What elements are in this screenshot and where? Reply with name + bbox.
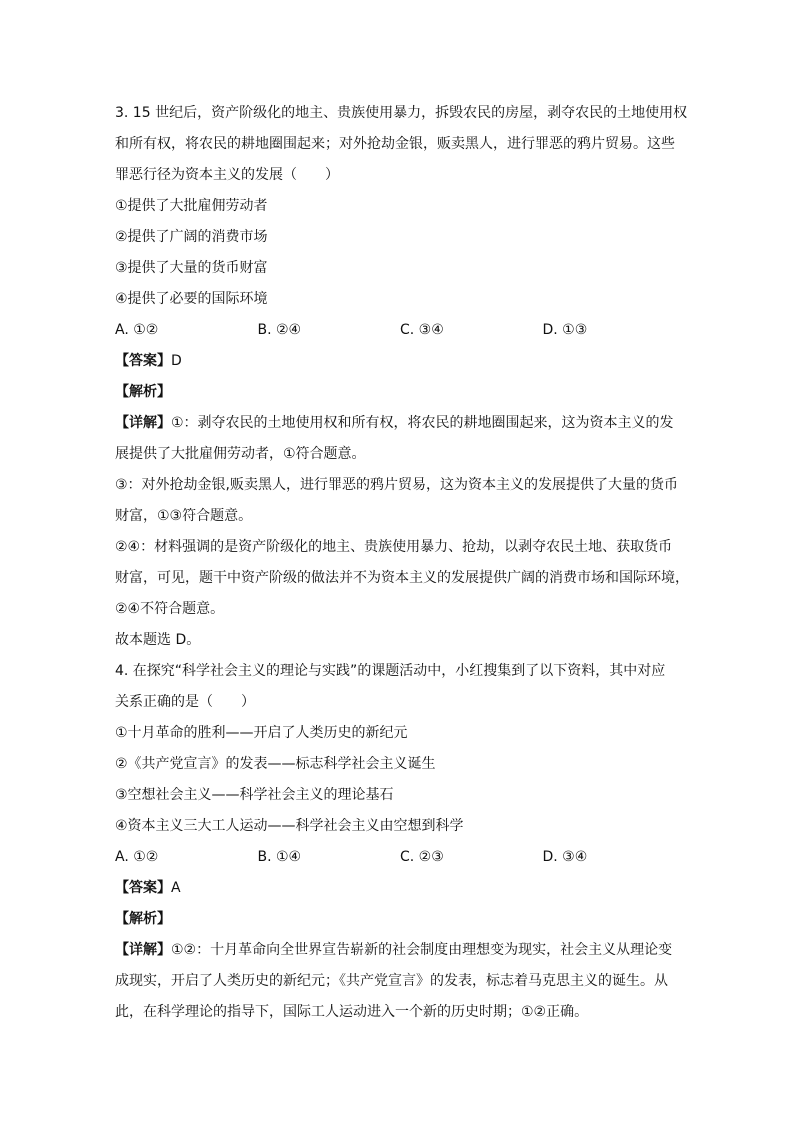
statement-item: ②《共产党宣言》的发表——标志科学社会主义诞生	[115, 756, 436, 772]
question-stem-line: 4. 在探究“科学社会主义的理论与实践”的课题活动中，小红搜集到了以下资料，其中对应	[115, 663, 666, 679]
detail-line: 此，在科学理论的指导下，国际工人运动进入一个新的历史时期；①②正确。	[115, 1004, 589, 1020]
statement-item: ③空想社会主义——科学社会主义的理论基石	[115, 787, 394, 803]
detail-tag: 【详解】	[115, 942, 171, 958]
answer-tag: 【答案】	[115, 353, 171, 369]
statement-item: ③提供了大量的货币财富	[115, 260, 268, 276]
detail-line	[115, 935, 685, 966]
option-a: A. ①②	[115, 849, 159, 865]
document-page	[115, 98, 689, 1028]
option-c: C. ②③	[400, 849, 444, 865]
question-stem-line: 3. 15 世纪后，资产阶级化的地主、贵族使用暴力，拆毁农民的房屋，剥夺农民的土地使用权	[115, 105, 688, 121]
option-d: D. ③④	[542, 849, 588, 865]
detail-line: 财富，可见，题干中资产阶级的做法并不为资本主义的发展提供广阔的消费市场和国际环境，	[115, 570, 689, 586]
question-3	[115, 98, 689, 656]
option-a: A. ①②	[115, 322, 159, 338]
statement-item: ④资本主义三大工人运动——科学社会主义由空想到科学	[115, 818, 464, 834]
detail-line	[115, 408, 685, 439]
detail-text: ①：剥夺农民的土地使用权和所有权，将农民的耕地圈围起来，这为资本主义的发	[171, 415, 674, 431]
statement-item: ①提供了大批雇佣劳动者	[115, 198, 268, 214]
answer-options	[115, 842, 685, 873]
answer-tag: 【答案】	[115, 880, 171, 896]
statement-item: ②提供了广阔的消费市场	[115, 229, 268, 245]
answer-line	[115, 873, 685, 904]
detail-line: 故本题选 D。	[115, 632, 201, 648]
detail-line: ②④：材料强调的是资产阶级化的地主、贵族使用暴力、抢劫，以剥夺农民土地、获取货币	[115, 539, 673, 555]
option-b: B. ②④	[257, 322, 302, 338]
answer-options	[115, 315, 685, 346]
analysis-tag: 【解析】	[115, 911, 171, 927]
question-stem-line: 关系正确的是（ ）	[115, 694, 255, 710]
question-stem-line: 罪恶行径为资本主义的发展（ ）	[115, 167, 339, 183]
answer-value: D	[171, 353, 182, 369]
question-4	[115, 656, 685, 1028]
detail-line: ②④不符合题意。	[115, 601, 225, 617]
detail-tag: 【详解】	[115, 415, 171, 431]
option-d: D. ①③	[542, 322, 588, 338]
detail-line: ③：对外抢劫金银,贩卖黑人，进行罪恶的鸦片贸易，这为资本主义的发展提供了大量的货币	[115, 477, 678, 493]
statement-item: ①十月革命的胜利——开启了人类历史的新纪元	[115, 725, 408, 741]
question-stem-line: 和所有权，将农民的耕地圈围起来；对外抢劫金银，贩卖黑人，进行罪恶的鸦片贸易。这些	[115, 136, 675, 152]
answer-line	[115, 346, 685, 377]
detail-text: ①②：十月革命向全世界宣告崭新的社会制度由理想变为现实，社会主义从理论变	[171, 942, 673, 958]
detail-line: 展提供了大批雇佣劳动者，①符合题意。	[115, 446, 366, 462]
detail-line: 财富，①③符合题意。	[115, 508, 253, 524]
detail-line: 成现实，开启了人类历史的新纪元；《共产党宣言》的发表，标志着马克思主义的诞生。从	[115, 973, 668, 989]
option-c: C. ③④	[400, 322, 444, 338]
answer-value: A	[171, 880, 181, 896]
option-b: B. ①④	[257, 849, 302, 865]
statement-item: ④提供了必要的国际环境	[115, 291, 268, 307]
analysis-tag: 【解析】	[115, 384, 171, 400]
